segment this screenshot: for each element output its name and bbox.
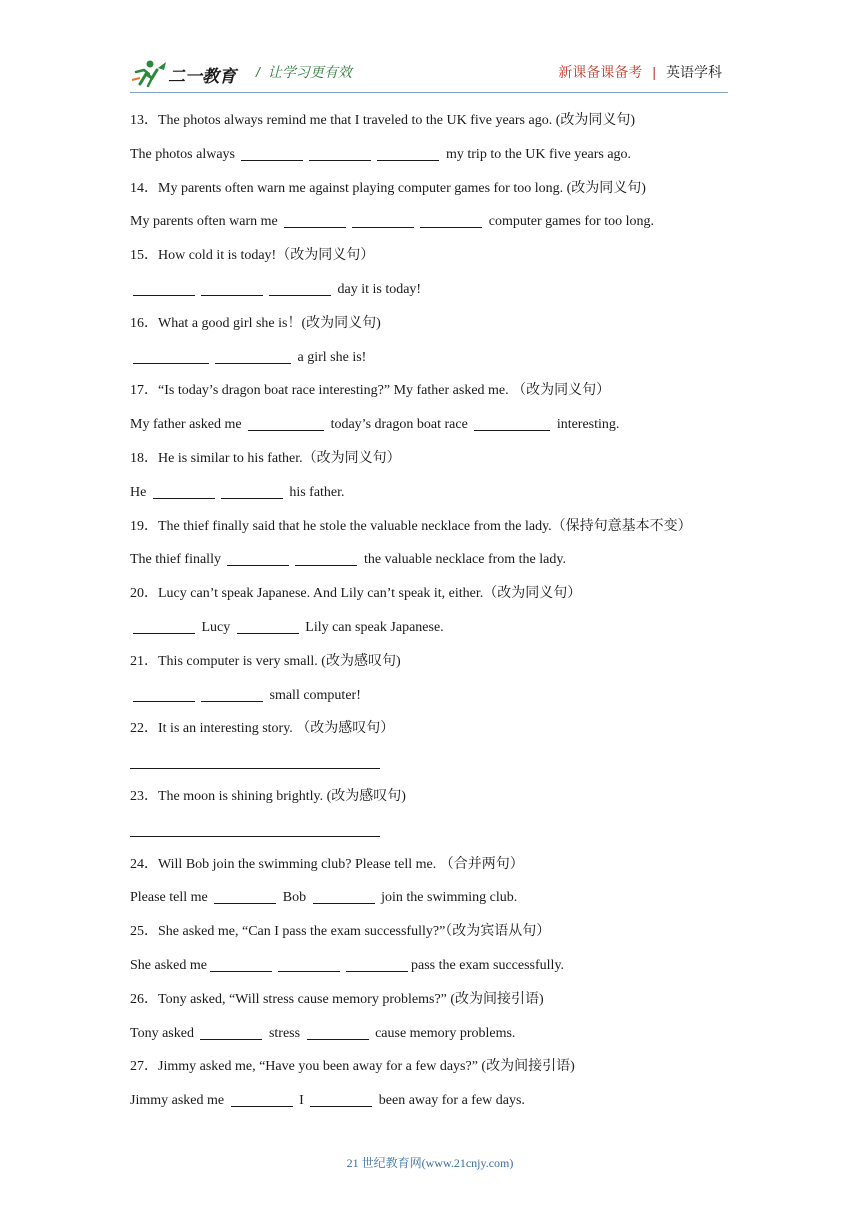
answer-blank[interactable] xyxy=(310,1092,372,1107)
answer-blank[interactable] xyxy=(231,1092,293,1107)
exercise-line xyxy=(130,273,750,307)
exercise-line xyxy=(130,679,750,713)
answer-blank[interactable] xyxy=(309,146,371,161)
exercise-line xyxy=(130,611,750,645)
exercise-line xyxy=(130,307,750,341)
exercise-line xyxy=(130,577,750,611)
exercise-line xyxy=(130,239,750,273)
answer-blank[interactable] xyxy=(474,416,550,431)
exercise-line xyxy=(130,543,750,577)
answer-blank[interactable] xyxy=(201,687,263,702)
exercise-line xyxy=(130,442,750,476)
exercise-line xyxy=(130,983,750,1017)
exercise-line xyxy=(130,746,750,780)
exercise-line xyxy=(130,374,750,408)
answer-blank[interactable] xyxy=(241,146,303,161)
answer-blank[interactable] xyxy=(214,889,276,904)
line-text: computer games for too long. xyxy=(485,214,654,230)
answer-blank[interactable] xyxy=(133,349,209,364)
exercise-line xyxy=(130,172,750,206)
line-text: He xyxy=(130,484,150,500)
exercise-line xyxy=(130,510,750,544)
exercise-line xyxy=(130,104,750,138)
line-text: 16．What a good girl she is！(改为同义句) xyxy=(130,315,381,331)
line-text: Tony asked xyxy=(130,1025,198,1041)
line-text: 24．Will Bob join the swimming club? Please tell me. （合并两句） xyxy=(130,856,524,872)
line-text: day it is today! xyxy=(334,281,422,297)
header-subject xyxy=(558,62,722,82)
answer-blank[interactable] xyxy=(215,349,291,364)
exercise-line xyxy=(130,645,750,679)
line-text: a girl she is! xyxy=(294,349,367,365)
line-text: pass the exam successfully. xyxy=(410,957,565,973)
exercise-line xyxy=(130,476,750,510)
answer-blank[interactable] xyxy=(295,551,357,566)
line-text: 17．“Is today’s dragon boat race interesting?” My father asked me. （改为同义句） xyxy=(130,383,611,399)
answer-blank[interactable] xyxy=(278,957,340,972)
answer-blank[interactable] xyxy=(377,146,439,161)
exercise-line xyxy=(130,205,750,239)
exercise-line xyxy=(130,915,750,949)
answer-blank[interactable] xyxy=(237,619,299,634)
answer-blank[interactable] xyxy=(284,213,346,228)
line-text: my trip to the UK five years ago. xyxy=(442,146,632,162)
line-text: Please tell me xyxy=(130,890,212,906)
line-text: 27．Jimmy asked me, “Have you been away for a few days?” (改为间接引语) xyxy=(130,1059,575,1075)
line-text: 22．It is an interesting story. （改为感叹句） xyxy=(130,721,395,737)
line-text: 13．The photos always remind me that I traveled to the UK five years ago. (改为同义句) xyxy=(130,113,636,128)
exercise-line xyxy=(130,1017,750,1051)
line-text: Lucy xyxy=(198,619,234,635)
line-text: The photos always xyxy=(130,146,239,162)
line-text: join the swimming club. xyxy=(377,890,518,906)
svg-text:二一教育: 二一教育 xyxy=(168,67,236,87)
line-text: today’s dragon boat race xyxy=(327,417,472,433)
exercise-line xyxy=(130,848,750,882)
exercise-line xyxy=(130,408,750,442)
answer-blank[interactable] xyxy=(227,551,289,566)
answer-blank[interactable] xyxy=(307,1025,369,1040)
answer-blank[interactable] xyxy=(346,957,408,972)
answer-blank[interactable] xyxy=(210,957,272,972)
line-text: 23．The moon is shining brightly. (改为感叹句) xyxy=(130,788,406,804)
line-text: 18．He is similar to his father.（改为同义句） xyxy=(130,450,401,466)
line-text: The thief finally xyxy=(130,552,225,568)
answer-blank[interactable] xyxy=(201,281,263,296)
answer-line[interactable] xyxy=(130,822,380,837)
page-header xyxy=(130,58,728,93)
answer-blank[interactable] xyxy=(313,889,375,904)
answer-line[interactable] xyxy=(130,754,380,769)
line-text: 20．Lucy can’t speak Japanese. And Lily can’t speak it, either.（改为同义句） xyxy=(130,586,582,602)
exercise-line xyxy=(130,138,750,172)
line-text: the valuable necklace from the lady. xyxy=(360,552,566,568)
exercise-line xyxy=(130,341,750,375)
exercise-line xyxy=(130,1050,750,1084)
line-text: Bob xyxy=(279,890,310,906)
line-text: 25．She asked me, “Can I pass the exam successfully?”（改为宾语从句） xyxy=(130,924,551,940)
line-text: Jimmy asked me xyxy=(130,1093,228,1109)
answer-blank[interactable] xyxy=(420,213,482,228)
answer-blank[interactable] xyxy=(221,484,283,499)
exercise-list xyxy=(130,104,750,1118)
line-text: stress xyxy=(265,1025,304,1041)
header-subject-label: 英语学科 xyxy=(666,64,722,80)
page-footer: 21 世纪教育网(www.21cnjy.com) xyxy=(346,1156,514,1170)
line-text: She asked me xyxy=(130,957,207,973)
header-separator: | xyxy=(652,64,656,80)
line-text: 21．This computer is very small. (改为感叹句) xyxy=(130,653,401,669)
exercise-line xyxy=(130,814,750,848)
logo-icon xyxy=(130,58,242,90)
line-text: been away for a few days. xyxy=(375,1093,525,1109)
line-text: his father. xyxy=(285,484,345,500)
exercise-line xyxy=(130,712,750,746)
line-text: 14．My parents often warn me against playing computer games for too long. (改为同义句) xyxy=(130,180,646,196)
line-text: My father asked me xyxy=(130,417,246,433)
line-text: Lily can speak Japanese. xyxy=(301,619,444,635)
slogan: / 让学习更有效 xyxy=(256,64,352,80)
answer-blank[interactable] xyxy=(133,619,195,634)
line-text: interesting. xyxy=(553,417,620,433)
answer-blank[interactable] xyxy=(133,281,195,296)
answer-blank[interactable] xyxy=(153,484,215,499)
answer-blank[interactable] xyxy=(248,416,324,431)
line-text: 26．Tony asked, “Will stress cause memory problems?” (改为间接引语) xyxy=(130,991,544,1007)
answer-blank[interactable] xyxy=(352,213,414,228)
exercise-line xyxy=(130,881,750,915)
answer-blank[interactable] xyxy=(269,281,331,296)
line-text: small computer! xyxy=(266,687,361,703)
exercise-line xyxy=(130,1084,750,1118)
answer-blank[interactable] xyxy=(200,1025,262,1040)
line-text: 15．How cold it is today!（改为同义句） xyxy=(130,248,375,264)
line-text: I xyxy=(295,1093,308,1109)
answer-blank[interactable] xyxy=(133,687,195,702)
header-course-label: 新课备课备考 xyxy=(558,64,643,80)
line-text: cause memory problems. xyxy=(371,1025,516,1041)
exercise-line xyxy=(130,949,750,983)
line-text: 19．The thief finally said that he stole the valuable necklace from the lady.（保持句意基本不变） xyxy=(130,518,692,534)
exercise-line xyxy=(130,780,750,814)
line-text: My parents often warn me xyxy=(130,214,282,230)
